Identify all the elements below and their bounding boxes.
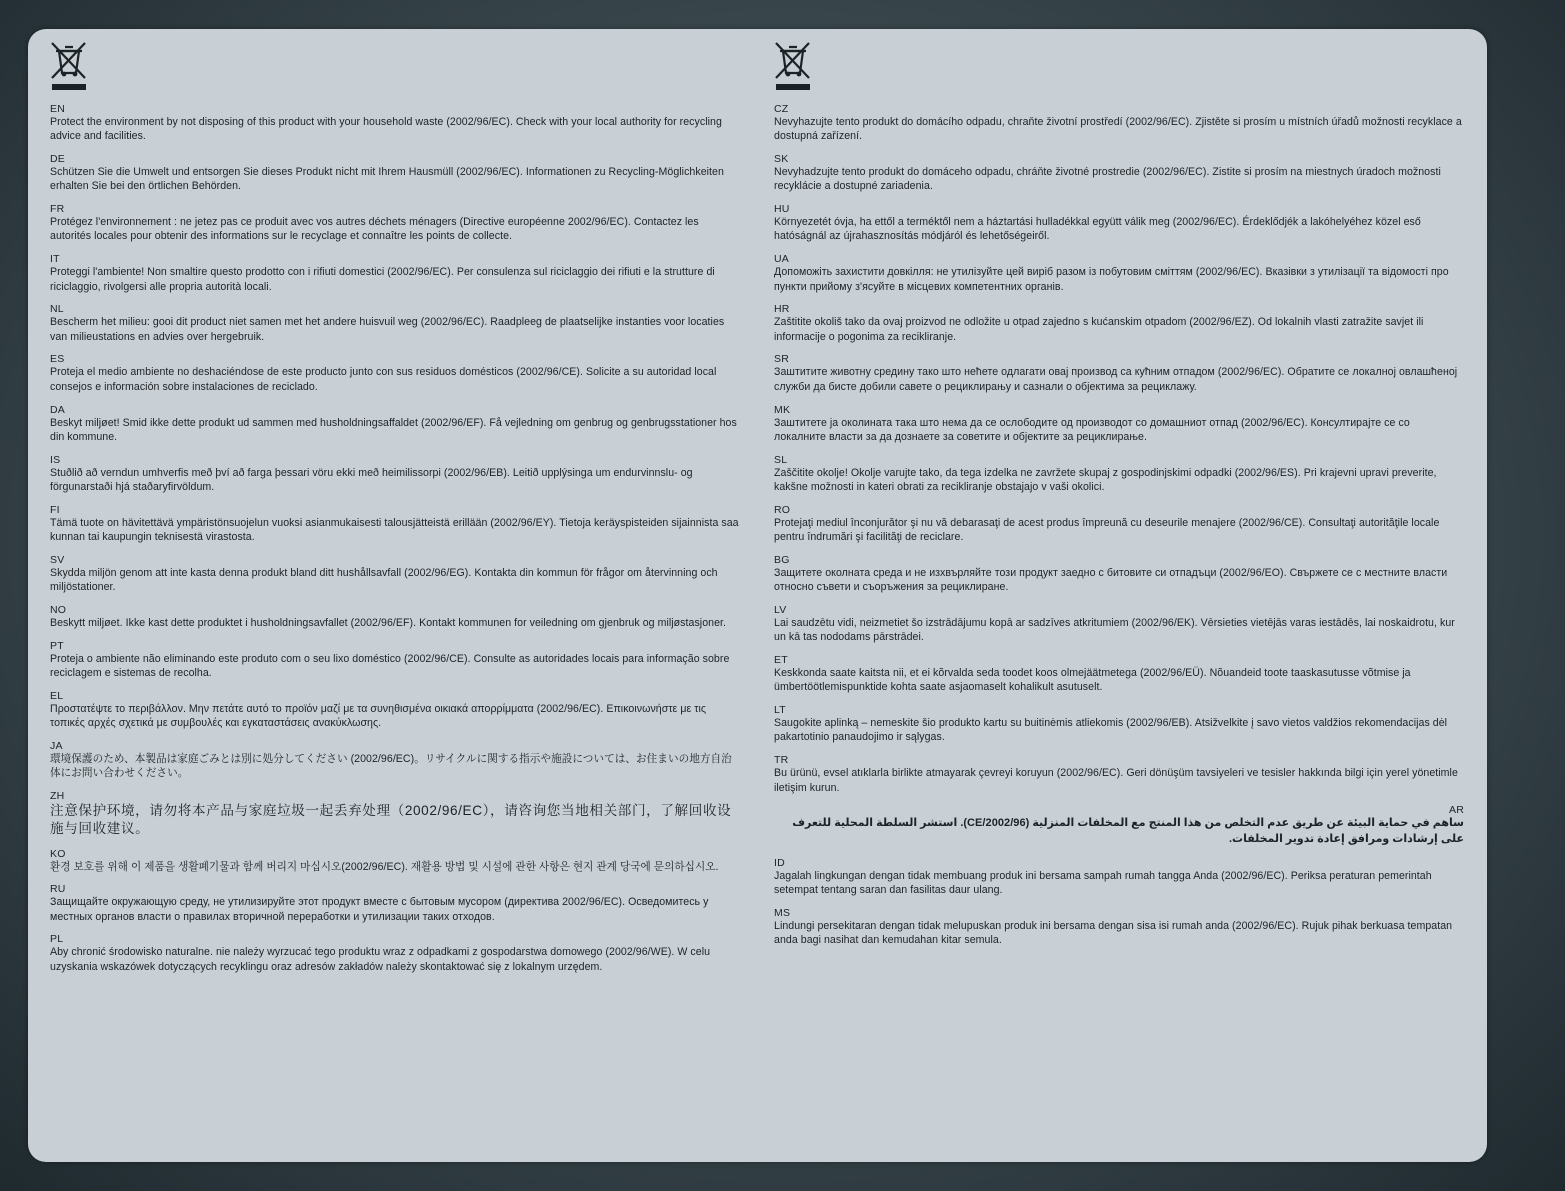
language-entry-da [50, 404, 740, 445]
disposal-notice-text: ساهم في حماية البيئة عن طريق عدم التخلص من هذا المنتج مع المخلفات المنزلية (CE/2002/96). استشر السلطة المحلية للتعرف على إرشادات ومرافق إعادة تدوير المخلفات. [792, 817, 1464, 845]
language-code: RO [774, 503, 791, 516]
disposal-notice-text: Lindungi persekitaran dengan tidak melupuskan produk ini bersama dengan sisa isi rumah anda (2002/96/EC). Rujuk pihak berkuasa tempatan anda bagi nasihat dan kemudahan kitar semula. [774, 919, 1453, 947]
left-column [50, 41, 740, 984]
language-code: IS [50, 453, 61, 466]
language-entry-et [774, 654, 1464, 695]
disposal-notice-text: Bescherm het milieu: gooi dit product niet samen met het andere huisvuil weg (2002/96/EC). Raadpleeg de plaatselijke instanties voor locaties van milieustations en advies over hergebruik. [50, 316, 725, 343]
disposal-notice-text: Zaščitite okolje! Okolje varujte tako, da tega izdelka ne zavržete skupaj z gospodinjskimi odpadki (2002/96/ES). Pri krajevni upravi preverite, kakšne možnosti in kateri obrati za recikliranje obstajajo v vaši okolici. [774, 466, 1437, 493]
disposal-notice-text: Skydda miljön genom att inte kasta denna produkt bland ditt hushållsavfall (2002/96/EG). Kontakta din kommun för frågor om återvinning och miljöstationer. [50, 566, 718, 594]
disposal-notice-text: Proteggi l'ambiente! Non smaltire questo prodotto con i rifiuti domestici (2002/96/EC). Per consulenza sul riciclaggio dei rifiuti e la strutture di riciclaggio, rivolgersi alle propria autorità locali. [50, 266, 715, 293]
language-code: DA [50, 403, 65, 416]
language-entry-ro [774, 504, 1464, 545]
disposal-notice-text: Aby chronić środowisko naturalne. nie należy wyrzucać tego produktu wraz z odpadkami z gospodarstwa domowego (2002/96/WE). W celu uzyskania wskazówek dotyczących recyklingu oraz adresów zakładów należy skontaktować się z lokalnym urzędem. [50, 946, 711, 973]
disposal-notice-text: Schützen Sie die Umwelt und entsorgen Sie dieses Produkt nicht mit Ihrem Hausmüll (2002/96/EC). Informationen zu Recycling-Möglichkeiten erhalten Sie bei den örtlichen Behörden. [50, 166, 724, 193]
language-entry-sr [774, 353, 1464, 394]
language-code: SV [50, 553, 65, 566]
language-code: PT [50, 639, 64, 652]
disposal-notice-text: Bu ürünü, evsel atıklarla birlikte atmayarak çevreyi koruyun (2002/96/EC). Geri dönüşüm tavsiyeleri ve tesisler hakkında bilgi için yerel yönetimle iletişim kurun. [774, 767, 1458, 794]
language-code: NO [50, 603, 67, 616]
language-code: AR [1449, 804, 1464, 817]
language-code: LV [774, 603, 787, 616]
language-code: EN [50, 103, 65, 115]
language-code: NL [50, 303, 64, 316]
disposal-notice-text: Tämä tuote on hävitettävä ympäristönsuojelun vuoksi asianmukaisesti talousjätteistä erillään (2002/96/EY). Tietoja keräyspisteiden sijainnista saa kunnan tai kaupungin teknisestä virastosta. [50, 516, 739, 544]
language-code: LT [774, 704, 786, 717]
disposal-notice-text: 環境保護のため、本製品は家庭ごみとは別に処分してください (2002/96/EC)。リサイクルに関する指示や施設については、お住まいの地方自治体にお問い合わせください。 [50, 752, 732, 780]
language-code: BG [774, 553, 790, 566]
disposal-notice-text: Beskytt miljøet. Ikke kast dette produktet i husholdningsavfallet (2002/96/EF). Kontakt kommunen for veiledning om gjenbruk og miljøstasjoner. [50, 616, 727, 629]
language-code: PL [50, 933, 64, 946]
language-code: SK [774, 153, 789, 166]
disposal-notice-text: Stuðlið að verndun umhverfis með því að farga þessari vöru ekki með heimilissorpi (2002/96/EB). Leitið upplýsinga um endurvinnslu- og förgunarstaði hjá staðaryfirvöldum. [50, 466, 693, 493]
language-code: ET [774, 654, 788, 667]
language-code: SR [774, 353, 789, 366]
disposal-notice-text: Заштитите животну средину тако што нећете одлагати овај производ са кућним отпадом (2002/96/EC). Обратите се локалној овлашћеној служби да бисте добили савете о рециклирању и сазнали о објектима за рециклажу. [774, 366, 1458, 393]
language-entry-no [50, 604, 740, 630]
language-code: MS [774, 906, 791, 919]
language-entry-es [50, 353, 740, 394]
disposal-notice-text: Заштитете ја околината така што нема да се ослободите од производот со домашниот отпад (2002/96/EC). Консултирајте се со локалните власти за да дознаете за советите и објектите за рециклирање. [774, 416, 1410, 443]
language-entry-tr [774, 754, 1464, 795]
language-entry-hu [774, 203, 1464, 244]
language-entry-lt [774, 704, 1464, 745]
disposal-notice-text: Защитете околната среда и не изхвърляйте този продукт заедно с битовите си отпадъци (2002/96/ЕО). Свържете се с местните власти относно съвети и съоръжения за рециклиране. [774, 566, 1448, 594]
language-entry-ru [50, 883, 740, 924]
language-entry-sv [50, 554, 740, 595]
disposal-notice-text: Protejaţi mediul înconjurător şi nu vă debarasaţi de acest produs împreună cu deseurile menajere (2002/96/CE). Consultaţi autorităţile locale pentru îndrumări şi facilităţi de reciclare. [774, 516, 1440, 544]
disposal-notice-text: Jagalah lingkungan dengan tidak membuang produk ini bersama sampah rumah tangga Anda (2002/96/EC). Periksa peraturan pemerintah setempat tentang saran dan fasilitas daur ulang. [774, 869, 1432, 897]
disposal-notice-text: Protect the environment by not disposing of this product with your household waste (2002/96/EC). Check with your local authority for recycling advice and facilities. [50, 116, 722, 143]
language-code: ZH [50, 790, 65, 803]
language-entry-mk [774, 404, 1464, 445]
language-code: ES [50, 353, 65, 366]
language-entry-lv [774, 604, 1464, 645]
language-code: FR [50, 203, 65, 216]
disposal-notice-text: Nevyhadzujte tento produkt do domáceho odpadu, chráňte životné prostredie (2002/96/EC). Zistite si prosím na miestnych úradoch možnosti recyklácie a dostupné zariadenia. [774, 166, 1441, 193]
language-code: UA [774, 253, 789, 266]
language-entry-fr [50, 203, 740, 244]
language-code: KO [50, 847, 66, 860]
disposal-notice-text: Keskkonda saate kaitsta nii, et ei kõrvalda seda toodet koos olmejäätmetega (2002/96/EÜ). Nõuandeid toote taaskasutusse võtmise ja ümbertöötlemispunktide kohta saate asjaomaselt kohalikult asutuselt. [774, 667, 1411, 694]
crossed-out-wheelie-bin-icon [774, 41, 812, 93]
disposal-notice-text: 注意保护环境，请勿将本产品与家庭垃圾一起丢弃处理（2002/96/EC），请咨询您当地相关部门，了解回收设施与回收建议。 [50, 803, 732, 837]
disposal-notice-text: Προστατέψτε το περιβάλλον. Μην πετάτε αυτό το προϊόν μαζί με τα συνηθισμένα οικιακά απορρίμματα (2002/96/ΕC). Επικοινωνήστε με τις τοπικές αρχές σχετικά με συμβουλές και εγκαταστάσεις ανακύκλωσης. [50, 702, 707, 730]
language-code: DE [50, 153, 65, 166]
language-code: HU [774, 203, 790, 216]
language-code: SL [774, 453, 788, 466]
language-entry-fi [50, 504, 740, 545]
disposal-notice-text: Proteja o ambiente não eliminando este produto com o seu lixo doméstico (2002/96/CE). Consulte as autoridades locais para informação sobre reciclagem e sistemas de recolha. [50, 652, 730, 680]
language-code: RU [50, 883, 66, 896]
crossed-out-wheelie-bin-icon [50, 41, 88, 93]
language-entry-nl [50, 303, 740, 344]
disposal-notice-text: 환경 보호를 위해 이 제품을 생활폐기물과 함께 버리지 마십시오(2002/96/EC). 재활용 방법 및 시설에 관한 사항은 현지 관계 당국에 문의하십시오. [50, 860, 719, 873]
language-entry-el [50, 690, 740, 731]
language-entry-sk [774, 153, 1464, 194]
language-entry-ko [50, 848, 740, 874]
language-code: CZ [774, 103, 789, 115]
language-code: IT [50, 253, 60, 266]
language-entry-ar [774, 804, 1464, 847]
language-entry-pt [50, 640, 740, 681]
language-code: JA [50, 739, 63, 752]
language-entry-ua [774, 253, 1464, 294]
weee-notice-sheet [28, 29, 1487, 1162]
language-code: FI [50, 503, 60, 516]
disposal-notice-text: Protégez l'environnement : ne jetez pas ce produit avec vos autres déchets ménagers (Directive européenne 2002/96/EC). Contactez les autorités locales pour obtenir des informations sur le recyclage et connaître les points de collecte. [50, 216, 699, 243]
language-entry-cz [774, 103, 1464, 144]
language-entry-en [50, 103, 740, 144]
disposal-notice-text: Lai saudzētu vidi, neizmetiet šo izstrādājumu kopā ar sadzīves atkritumiem (2002/96/EK). Vērsieties vietējās varas iestādēs, lai noskaidrotu, kur un kā tas nododams pārstrādei. [774, 616, 1455, 644]
language-entry-zh [50, 790, 740, 838]
disposal-notice-text: Zaštitite okoliš tako da ovaj proizvod ne odložite u otpad zajedno s kućanskim otpadom (2002/96/EZ). Od lokalnih vlasti zatražite savjet ili informacije o pogonima za recikliranje. [774, 316, 1424, 343]
language-code: EL [50, 689, 64, 702]
language-entry-is [50, 454, 740, 495]
disposal-notice-text: Saugokite aplinką – nemeskite šio produkto kartu su buitinėmis atliekomis (2002/96/EB). Atsižvelkite į savo vietos valdžios rekomendacijas dėl pakartotinio panaudojimo ir sąlygas. [774, 717, 1448, 744]
language-entry-pl [50, 933, 740, 974]
disposal-notice-text: Proteja el medio ambiente no deshaciéndose de este producto junto con sus residuos domésticos (2002/96/CE). Solicite a su autoridad local consejos e información sobre instalaciones de reciclado. [50, 366, 717, 393]
disposal-notice-text: Защищайте окружающую среду, не утилизируйте этот продукт вместе с бытовым мусором (директива 2002/96/EC). Осведомитесь у местных органов власти о правилах вторичной переработки и утилизации таких отходов. [50, 896, 709, 923]
disposal-notice-text: Nevyhazujte tento produkt do domácího odpadu, chraňte životní prostředí (2002/96/EC). Zjistěte si prosím u místních úřadů možnosti recyklace a dostupná zařízení. [774, 116, 1462, 143]
language-code: ID [774, 856, 785, 869]
disposal-notice-text: Környezetét óvja, ha ettől a terméktől nem a háztartási hulladékkal együtt válik meg (2002/96/EC). Érdeklődjék a lakóhelyéhez közel eső hatóságnál az újrahasznosítás módjáról és lehetőségeiről. [774, 216, 1421, 243]
language-entry-bg [774, 554, 1464, 595]
language-code: TR [774, 754, 789, 767]
language-code: HR [774, 303, 790, 316]
language-entry-hr [774, 303, 1464, 344]
disposal-notice-text: Допоможіть захистити довкілля: не утилізуйте цей виріб разом із побутовим сміттям (2002/96/EC). Вказівки з утилізації та відомості про пункти прийому з'ясуйте в місцевих компетентних органів. [774, 266, 1449, 293]
language-entry-ms [774, 907, 1464, 948]
language-entry-sl [774, 454, 1464, 495]
language-entry-de [50, 153, 740, 194]
language-entry-id [774, 857, 1464, 898]
language-entry-ja [50, 740, 740, 781]
disposal-notice-text: Beskyt miljøet! Smid ikke dette produkt ud sammen med husholdningsaffaldet (2002/96/EF). Få vejledning om genbrug og genbrugsstationer hos din kommune. [50, 416, 737, 443]
language-code: MK [774, 403, 791, 416]
language-entry-it [50, 253, 740, 294]
right-column [774, 41, 1464, 957]
